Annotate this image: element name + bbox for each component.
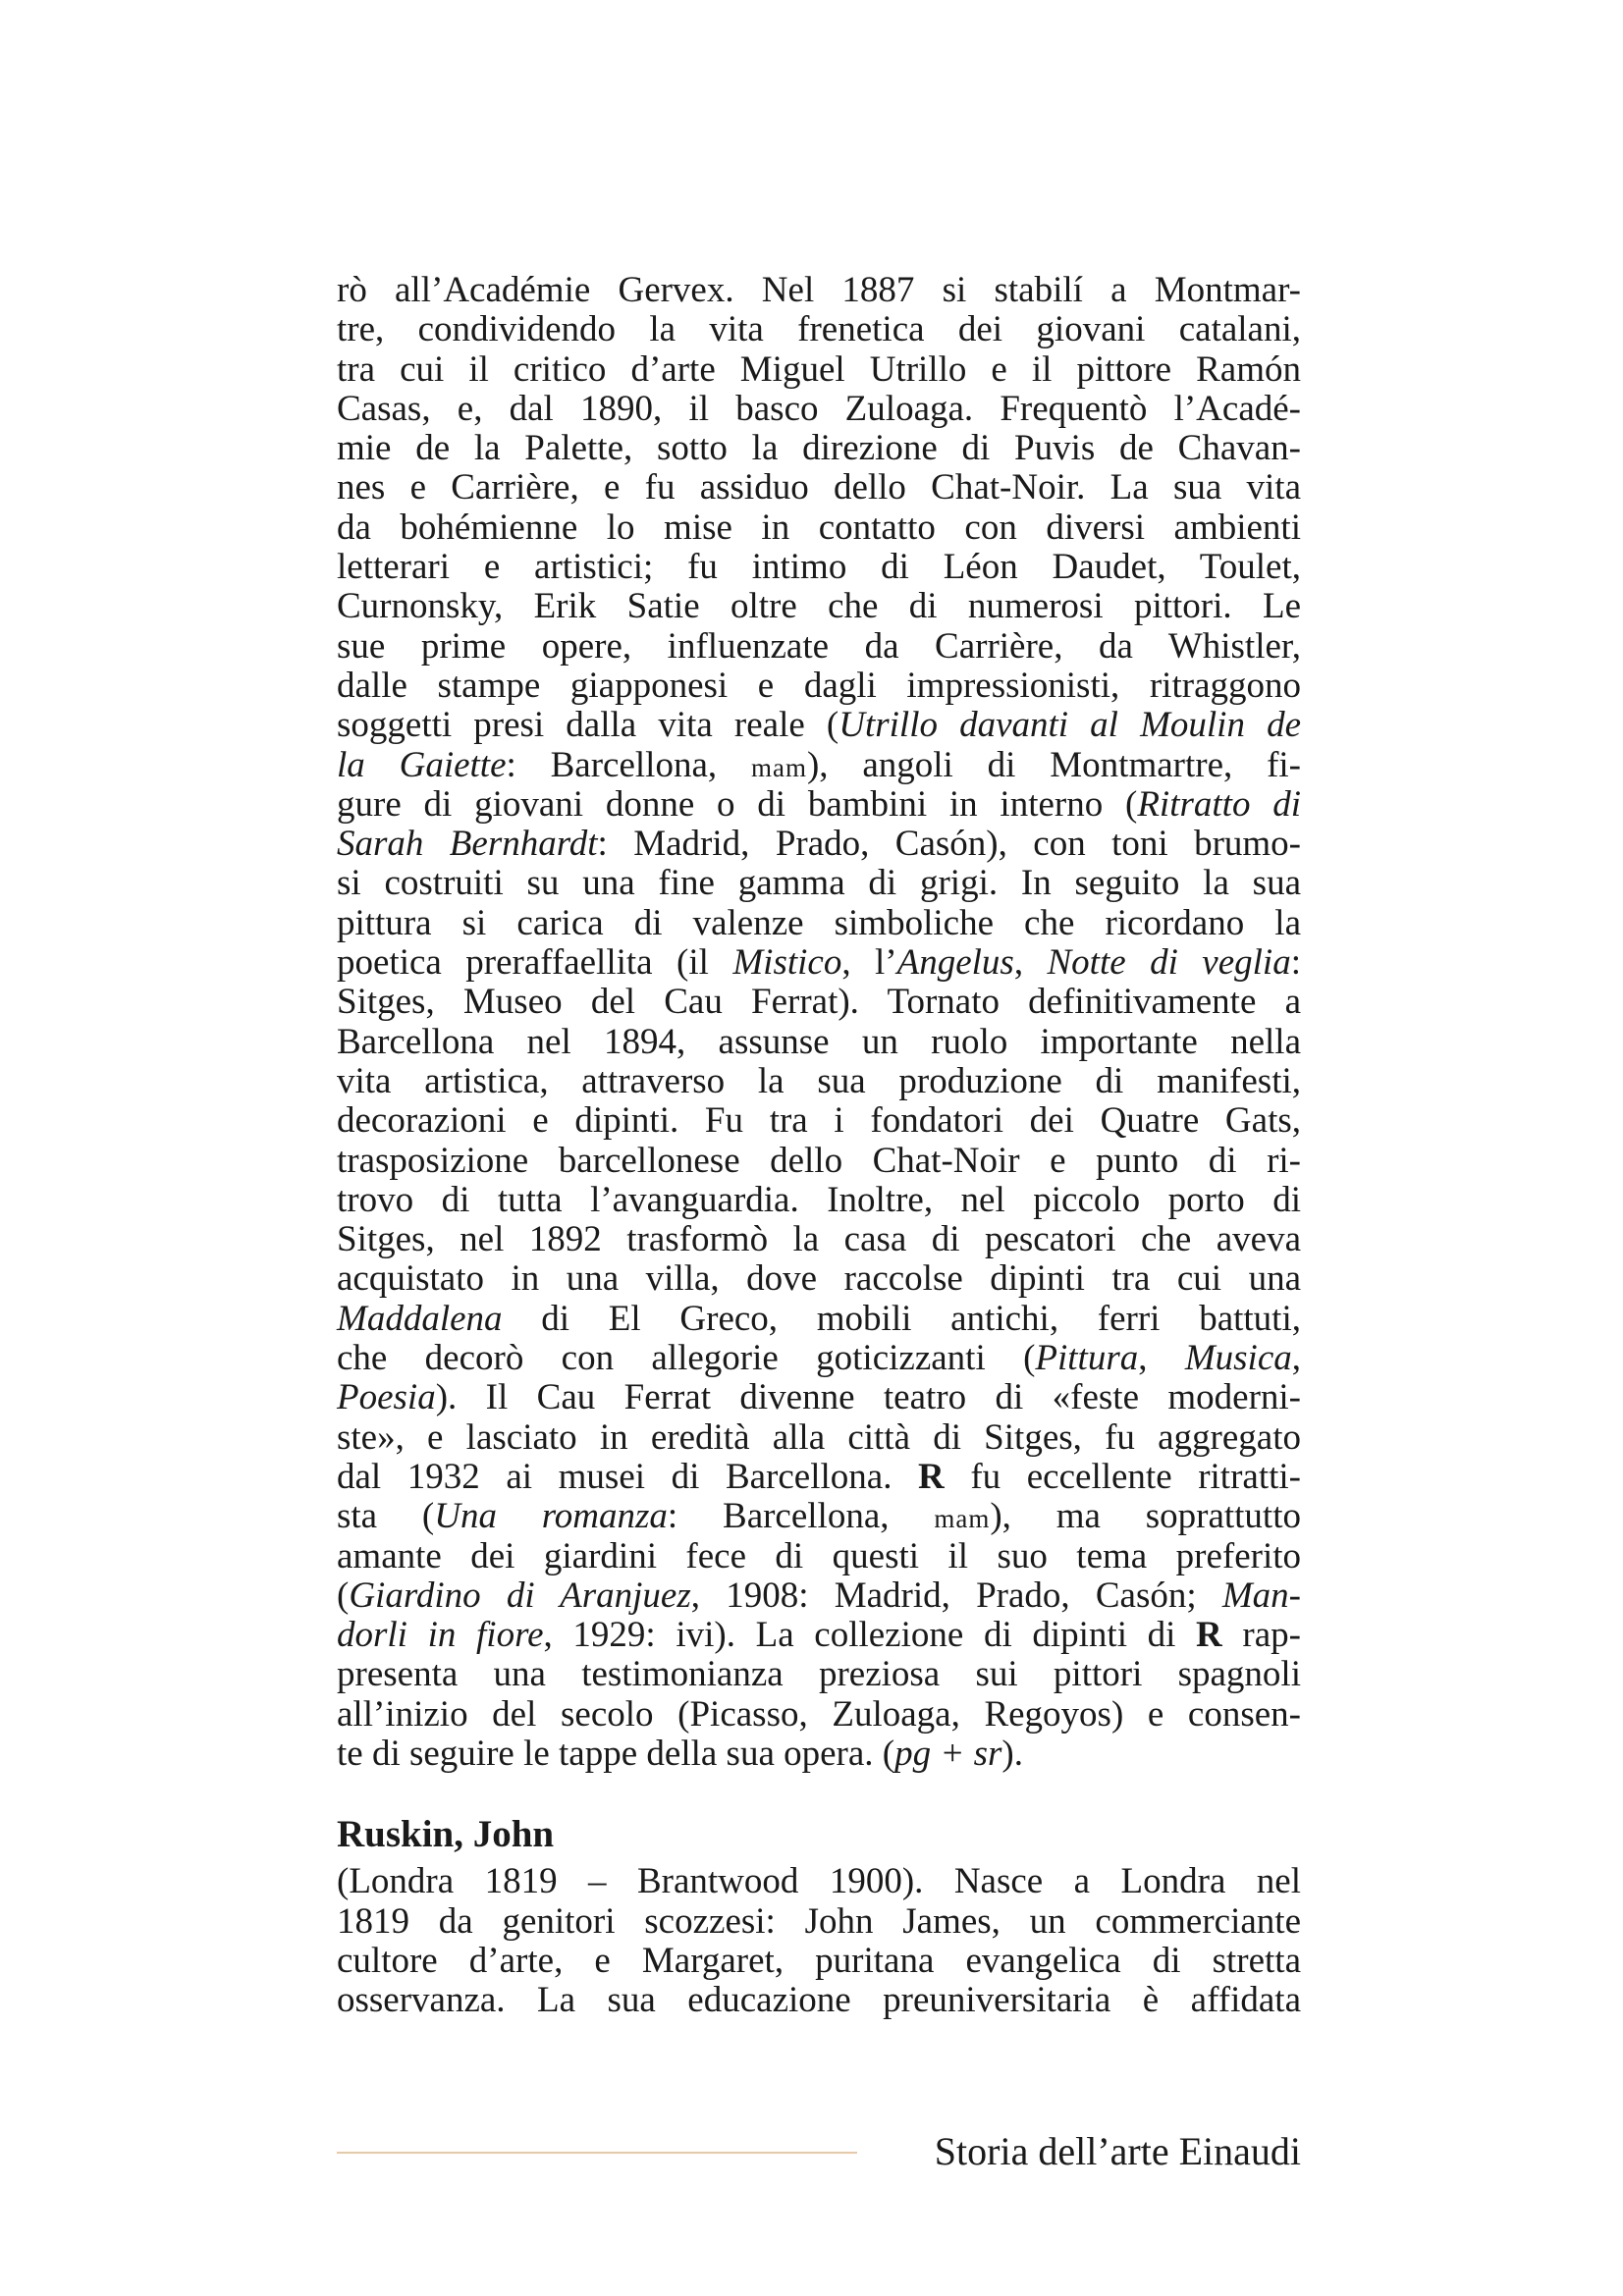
text-line: soggetti presi dalla vita reale (Utrillo davanti al Moulin de <box>337 705 1301 746</box>
museum-abbrev: mam <box>750 752 807 782</box>
text-line: la Gaiette: Barcellona, mam), angoli di Montmartre, fi- <box>337 744 1301 785</box>
entry-continuation <box>337 271 1301 1774</box>
artwork-title: Angelus <box>896 942 1014 984</box>
text-line: presenta una testimonianza preziosa sui pittori spagnoli <box>337 1654 1301 1695</box>
artwork-title: dorli in fiore <box>337 1615 544 1656</box>
text-line: vita artistica, attraverso la sua produzione di manifesti, <box>337 1060 1301 1101</box>
entry-spacer <box>337 1774 1301 1813</box>
text-line: da bohémienne lo mise in contatto con diversi ambienti <box>337 507 1301 548</box>
text-line: trovo di tutta l’avanguardia. Inoltre, nel piccolo porto di <box>337 1179 1301 1220</box>
text-line: osservanza. La sua educazione preuniversitaria è affidata <box>337 1980 1301 2021</box>
artwork-title: Maddalena <box>337 1298 503 1339</box>
text-line: sue prime opere, influenzate da Carrière, da Whistler, <box>337 625 1301 667</box>
text-line: tre, condividendo la vita frenetica dei giovani catalani, <box>337 309 1301 350</box>
text-line: (Giardino di Aranjuez, 1908: Madrid, Prado, Casón; Man- <box>337 1575 1301 1616</box>
artwork-title: Poesia <box>337 1377 436 1418</box>
text-line: decorazioni e dipinti. Fu tra i fondatori dei Quatre Gats, <box>337 1100 1301 1142</box>
text-line: dalle stampe giapponesi e dagli impressionisti, ritraggono <box>337 665 1301 706</box>
text-line: trasposizione barcellonese dello Chat-Noir e punto di ri- <box>337 1140 1301 1181</box>
text-line: dal 1932 ai musei di Barcellona. R fu eccellente ritratti- <box>337 1456 1301 1497</box>
artwork-title: Man- <box>1221 1575 1301 1616</box>
artwork-title: Sarah Bernhardt <box>337 824 598 865</box>
text-line: mie de la Palette, sotto la direzione di Puvis de Chavan- <box>337 428 1301 469</box>
text-line: amante dei giardini fece di questi il suo tema preferito <box>337 1535 1301 1576</box>
text-line: poetica preraffaellita (il Mistico, l’Angelus, Notte di veglia: <box>337 942 1301 984</box>
text-line: tra cui il critico d’arte Miguel Utrillo e il pittore Ramón <box>337 348 1301 390</box>
text-line: (Londra 1819 – Brantwood 1900). Nasce a Londra nel <box>337 1861 1301 1902</box>
entry-ruskin <box>337 1813 1301 2020</box>
author-initials: pg + sr <box>894 1733 1002 1774</box>
artwork-title: la Gaiette <box>337 744 507 785</box>
entry-abbrev: R <box>1196 1615 1222 1656</box>
text-line: Poesia). Il Cau Ferrat divenne teatro di «feste moderni- <box>337 1377 1301 1418</box>
text-line: Sarah Bernhardt: Madrid, Prado, Casón), con toni brumo- <box>337 824 1301 865</box>
artwork-title: Utrillo davanti al Moulin de <box>839 705 1301 746</box>
text-line: Curnonsky, Erik Satie oltre che di numerosi pittori. Le <box>337 586 1301 627</box>
text-line: sta (Una romanza: Barcellona, mam), ma soprattutto <box>337 1496 1301 1537</box>
artwork-title: Giardino di Aranjuez <box>349 1575 691 1616</box>
museum-abbrev: mam <box>934 1504 991 1534</box>
artwork-title: Notte di veglia <box>1047 942 1291 984</box>
page-text-column <box>337 271 1301 2020</box>
artwork-title: Ritratto di <box>1137 783 1301 825</box>
footer-publication-title: Storia dell’arte Einaudi <box>934 2129 1301 2173</box>
text-line: letterari e artistici; fu intimo di Léon Daudet, Toulet, <box>337 547 1301 588</box>
entry-title: Ruskin, John <box>337 1813 555 1856</box>
artwork-title: Musica <box>1184 1338 1292 1379</box>
text-line: Maddalena di El Greco, mobili antichi, ferri battuti, <box>337 1298 1301 1339</box>
artwork-title: Mistico <box>732 942 842 984</box>
text-line: rò all’Académie Gervex. Nel 1887 si stabilí a Montmar- <box>337 270 1301 310</box>
text-line: gure di giovani donne o di bambini in interno (Ritratto di <box>337 783 1301 825</box>
text-line: dorli in fiore, 1929: ivi). La collezione di dipinti di R rap- <box>337 1615 1301 1656</box>
text-line: che decorò con allegorie goticizzanti (Pittura, Musica, <box>337 1338 1301 1379</box>
text-line: Sitges, nel 1892 trasformò la casa di pescatori che aveva <box>337 1219 1301 1260</box>
page-footer <box>337 2126 1301 2181</box>
text-line: ste», e lasciato in eredità alla città di Sitges, fu aggregato <box>337 1416 1301 1458</box>
footer-rule <box>337 2152 857 2154</box>
text-line: Casas, e, dal 1890, il basco Zuloaga. Frequentò l’Acadé- <box>337 388 1301 429</box>
text-line: te di seguire le tappe della sua opera. (pg + sr). <box>337 1733 1023 1774</box>
text-line: 1819 da genitori scozzesi: John James, un commerciante <box>337 1900 1301 1942</box>
text-line: Barcellona nel 1894, assunse un ruolo importante nella <box>337 1021 1301 1062</box>
text-line: all’inizio del secolo (Picasso, Zuloaga, Regoyos) e consen- <box>337 1693 1301 1735</box>
entry-abbrev: R <box>918 1456 945 1497</box>
text-line: si costruiti su una fine gamma di grigi. In seguito la sua <box>337 863 1301 904</box>
text-line: nes e Carrière, e fu assiduo dello Chat-Noir. La sua vita <box>337 467 1301 508</box>
artwork-title: Pittura <box>1035 1338 1139 1379</box>
text-line: Sitges, Museo del Cau Ferrat). Tornato definitivamente a <box>337 982 1301 1023</box>
artwork-title: Una romanza <box>434 1496 668 1537</box>
text-line: pittura si carica di valenze simboliche che ricordano la <box>337 902 1301 943</box>
text-line: cultore d’arte, e Margaret, puritana evangelica di stretta <box>337 1940 1301 1981</box>
text-line: acquistato in una villa, dove raccolse dipinti tra cui una <box>337 1258 1301 1300</box>
